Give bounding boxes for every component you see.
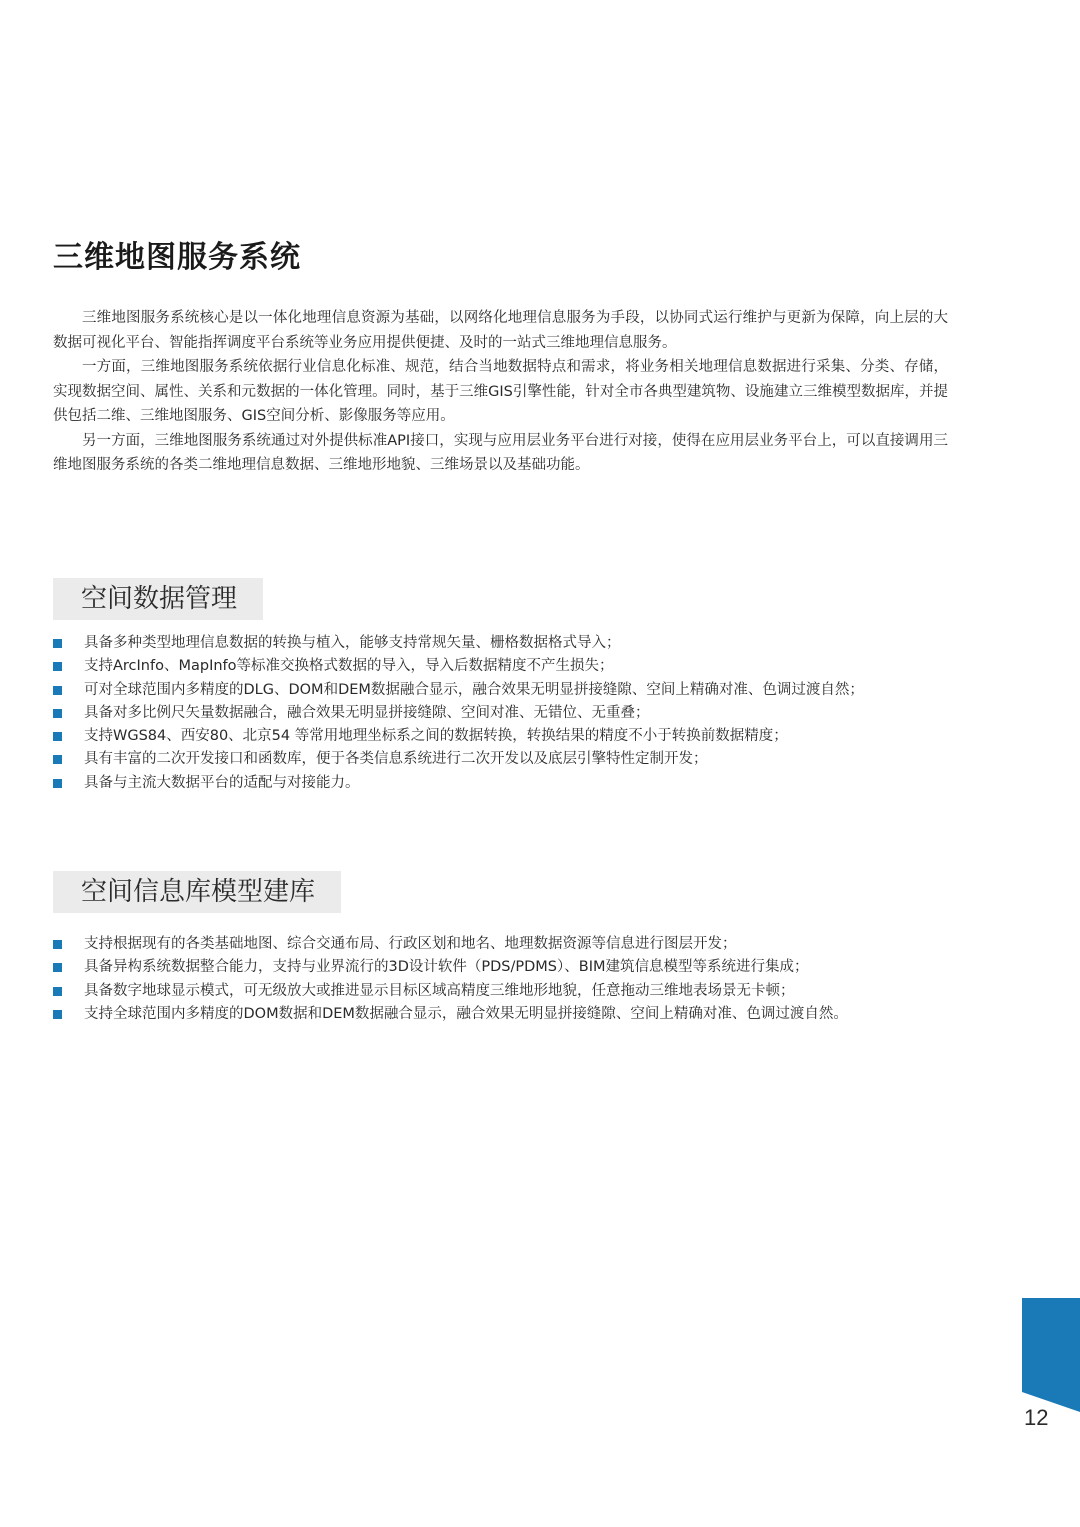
page-number: 12: [1024, 1405, 1049, 1430]
list-item-text: 具备对多比例尺矢量数据融合，融合效果无明显拼接缝隙、空间对准、无错位、无重叠；: [84, 704, 650, 721]
page-title: 三维地图服务系统: [53, 240, 301, 276]
list-item: [53, 772, 973, 795]
list-item-text: 支持ArcInfo、MapInfo等标准交换格式数据的导入，导入后数据精度不产生损失；: [84, 658, 614, 675]
section-heading-spatial-info-modeling: 空间信息库模型建库: [53, 871, 341, 913]
bullet-square-icon: [53, 987, 62, 996]
list-item-text: 具备与主流大数据平台的适配与对接能力。: [84, 774, 360, 791]
spatial-data-management-list: [53, 632, 973, 795]
list-item-text: 支持全球范围内多精度的DOM数据和DEM数据融合显示，融合效果无明显拼接缝隙、空间上精确对准、色调过渡自然。: [84, 1005, 848, 1022]
list-item-text: 具有丰富的二次开发接口和函数库，便于各类信息系统进行二次开发以及底层引擎特性定制开发；: [84, 751, 708, 768]
list-item-text: 支持WGS84、西安80、北京54 等常用地理坐标系之间的数据转换，转换结果的精度不小于转换前数据精度；: [84, 728, 788, 745]
bullet-square-icon: [53, 1010, 62, 1019]
list-item: [53, 933, 973, 956]
list-item: [53, 956, 973, 979]
corner-tab-shape: [1022, 1298, 1080, 1412]
bullet-square-icon: [53, 686, 62, 695]
list-item: [53, 725, 973, 748]
page-corner-tab: [1022, 1298, 1080, 1412]
list-item-text: 具备异构系统数据整合能力，支持与业界流行的3D设计软件（PDS/PDMS）、BIM建筑信息模型等系统进行集成；: [84, 959, 809, 976]
list-item: [53, 980, 973, 1003]
spatial-info-modeling-list: [53, 933, 973, 1026]
bullet-square-icon: [53, 779, 62, 788]
intro-paragraph: 一方面，三维地图服务系统依据行业信息化标准、规范，结合当地数据特点和需求，将业务相关地理信息数据进行采集、分类、存储，实现数据空间、属性、关系和元数据的一体化管理。同时，基于三维GIS引擎性能，针对全市各典型建筑物、设施建立三维模型数据库，并提供包括二维、三维地图服务、GIS空间分析、影像服务等应用。: [53, 359, 948, 424]
list-item-text: 具备多种类型地理信息数据的转换与植入，能够支持常规矢量、栅格数据格式导入；: [84, 635, 621, 651]
bullet-square-icon: [53, 963, 62, 972]
list-item: [53, 655, 973, 678]
bullet-square-icon: [53, 709, 62, 718]
list-item: [53, 679, 973, 702]
intro-paragraph: 三维地图服务系统核心是以一体化地理信息资源为基础，以网络化地理信息服务为手段，以协同式运行维护与更新为保障，向上层的大数据可视化平台、智能指挥调度平台系统等业务应用提供便捷、及时的一站式三维地理信息服务。: [53, 310, 948, 351]
list-item: [53, 1003, 973, 1026]
bullet-square-icon: [53, 755, 62, 764]
bullet-square-icon: [53, 639, 62, 648]
bullet-square-icon: [53, 940, 62, 949]
list-item: [53, 748, 973, 771]
list-item-text: 可对全球范围内多精度的DLG、DOM和DEM数据融合显示，融合效果无明显拼接缝隙、空间上精确对准、色调过渡自然；: [84, 681, 864, 698]
bullet-square-icon: [53, 732, 62, 741]
list-item-text: 支持根据现有的各类基础地图、综合交通布局、行政区划和地名、地理数据资源等信息进行图层开发；: [84, 936, 737, 952]
section-heading-spatial-data-management: 空间数据管理: [53, 578, 263, 620]
list-item: [53, 632, 973, 655]
list-item-text: 具备数字地球显示模式，可无级放大或推进显示目标区域高精度三维地形地貌，任意拖动三维地表场景无卡顿；: [84, 982, 795, 999]
list-item: [53, 702, 973, 725]
bullet-square-icon: [53, 662, 62, 671]
intro-paragraph: 另一方面，三维地图服务系统通过对外提供标准API接口，实现与应用层业务平台进行对接，使得在应用层业务平台上，可以直接调用三维地图服务系统的各类二维地理信息数据、三维地形地貌、三维场景以及基础功能。: [53, 432, 948, 473]
intro-text: [53, 306, 948, 478]
